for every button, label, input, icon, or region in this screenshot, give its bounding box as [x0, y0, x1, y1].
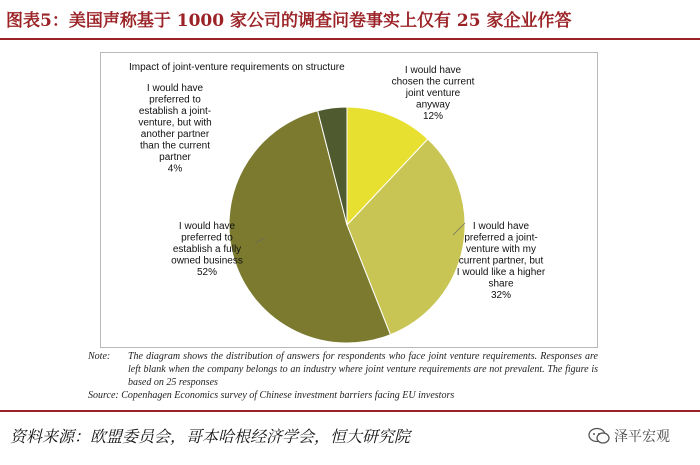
slice-label-3: I would have preferred to establish a fully owned business 52%: [171, 221, 243, 278]
footer-source: 资料来源：欧盟委员会，哥本哈根经济学会，恒大研究院: [10, 427, 411, 446]
notes-block: [88, 350, 598, 402]
chart-container: [100, 52, 598, 348]
wechat-icon: [588, 427, 610, 445]
source-key: Source:: [88, 390, 119, 401]
logo-text: 泽平宏观: [614, 429, 670, 445]
figure-title: 图表5：美国声称基于 1000 家公司的调查问卷事实上仅有 25 家企业作答: [6, 11, 572, 31]
slice-label-4: I would have preferred to establish a joint-venture, but with another partner than the current partner 4%: [138, 83, 212, 175]
header-bar: [0, 0, 700, 40]
footer-divider: [0, 410, 700, 412]
logo: [588, 426, 670, 446]
note-key: Note:: [88, 351, 111, 362]
pie-chart: [101, 53, 599, 349]
chart-title: Impact of joint-venture requirements on structure: [129, 62, 345, 73]
source-text: Copenhagen Economics survey of Chinese investment barriers facing EU investors: [121, 390, 455, 401]
slice-label-2: I would have preferred a joint-venture with my current partner, but I would like a higher share 32%: [456, 221, 546, 301]
note-text: The diagram shows the distribution of answers for respondents who face joint venture requirements. Responses are left blank when the company belongs to an industry where joint venture requirements are not prevalent. The figure is based on 25 responses: [128, 351, 598, 388]
slice-label-1: I would have chosen the current joint venture anyway 12%: [391, 65, 475, 122]
